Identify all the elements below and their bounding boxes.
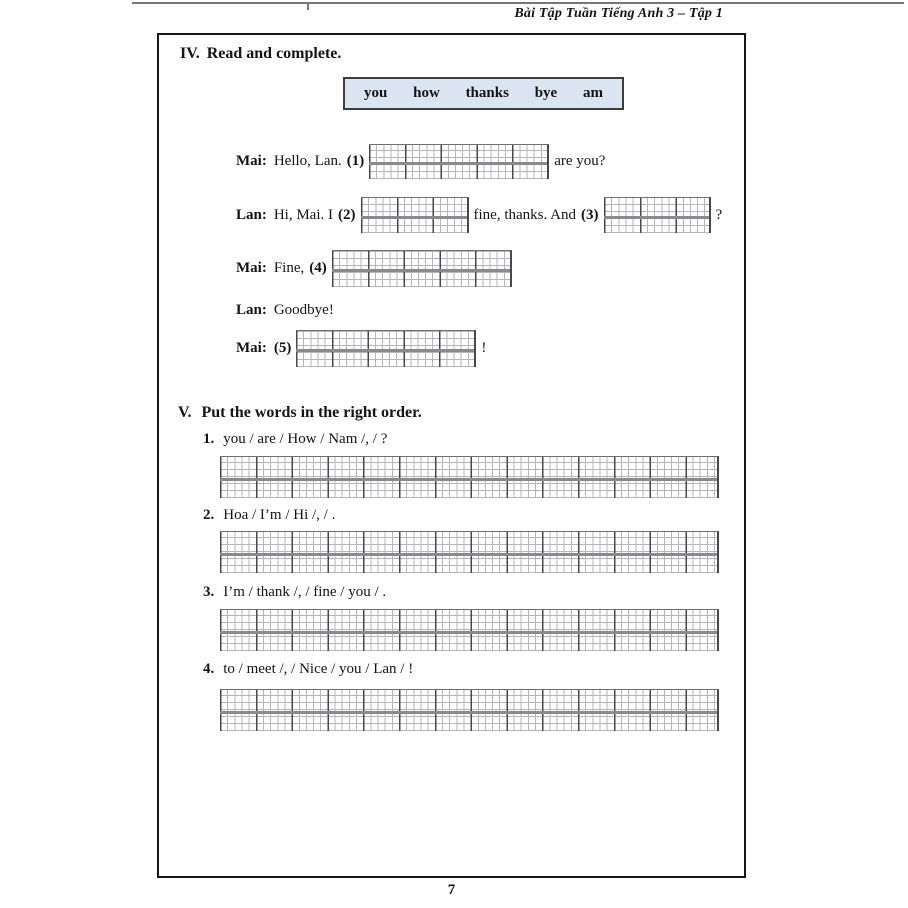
book-title: Bài Tập Tuần Tiếng Anh 3 – Tập 1 xyxy=(514,6,723,21)
exercise-item-1 xyxy=(203,431,387,448)
blank-number: (2) xyxy=(338,206,356,223)
dialogue-text: fine, thanks. And xyxy=(473,206,577,223)
word-bank-item: how xyxy=(413,85,440,101)
item-number: 4. xyxy=(203,661,215,677)
dialogue-line-5 xyxy=(236,330,486,367)
speaker-label: Mai: xyxy=(236,260,267,276)
answer-grid-1 xyxy=(220,456,719,498)
answer-grid-3 xyxy=(220,609,719,651)
word-bank-item: thanks xyxy=(465,85,509,101)
exercise-item-4 xyxy=(203,661,413,678)
dialogue-text: Fine, xyxy=(273,260,305,276)
dialogue-line-1 xyxy=(236,144,605,179)
section-v-number: V. xyxy=(178,404,192,421)
answer-grid-4 xyxy=(220,689,719,731)
writing-grid-3 xyxy=(604,197,711,233)
answer-grid-2 xyxy=(220,531,719,573)
word-bank xyxy=(343,77,624,110)
writing-grid-1 xyxy=(369,144,549,179)
page-number: 7 xyxy=(447,882,456,898)
section-iv-number: IV. xyxy=(180,45,200,62)
section-iv-title: Read and complete. xyxy=(206,45,342,62)
section-iv-heading xyxy=(180,45,341,63)
header-rule xyxy=(132,2,904,4)
blank-number: (5) xyxy=(273,340,292,356)
header-rule-tick xyxy=(307,2,309,10)
speaker-label: Lan: xyxy=(236,206,267,223)
writing-grid-5 xyxy=(296,330,476,367)
dialogue-line-3 xyxy=(236,250,512,287)
blank-number: (3) xyxy=(581,206,599,223)
dialogue-text: Hi, Mai. I xyxy=(273,206,334,223)
blank-number: (1) xyxy=(346,153,365,169)
item-number: 2. xyxy=(203,507,215,523)
dialogue-line-2 xyxy=(236,197,722,233)
item-text: I’m / thank /, / fine / you / . xyxy=(223,584,387,600)
exercise-item-3 xyxy=(203,584,386,601)
dialogue-text: Hello, Lan. xyxy=(273,153,342,169)
exercise-item-2 xyxy=(203,507,335,524)
speaker-label: Lan: xyxy=(236,301,267,318)
word-bank-item: bye xyxy=(534,85,558,101)
word-bank-item: you xyxy=(364,85,388,101)
section-v-title: Put the words in the right order. xyxy=(201,404,422,421)
writing-grid-4 xyxy=(332,250,512,287)
section-v-heading xyxy=(178,404,422,422)
item-number: 1. xyxy=(203,431,215,447)
item-number: 3. xyxy=(203,584,215,600)
word-bank-item: am xyxy=(582,85,603,101)
dialogue-text: are you? xyxy=(554,153,606,169)
dialogue-text: Goodbye! xyxy=(273,301,334,318)
dialogue-text: ! xyxy=(481,340,487,356)
dialogue-text: ? xyxy=(715,206,723,223)
dialogue-line-4 xyxy=(236,295,334,325)
item-text: you / are / How / Nam /, / ? xyxy=(223,431,388,447)
speaker-label: Mai: xyxy=(236,340,267,356)
item-text: to / meet /, / Nice / you / Lan / ! xyxy=(223,661,414,677)
writing-grid-2 xyxy=(361,197,469,233)
item-text: Hoa / I’m / Hi /, / . xyxy=(223,507,336,523)
blank-number: (4) xyxy=(309,260,327,276)
speaker-label: Mai: xyxy=(236,153,267,169)
